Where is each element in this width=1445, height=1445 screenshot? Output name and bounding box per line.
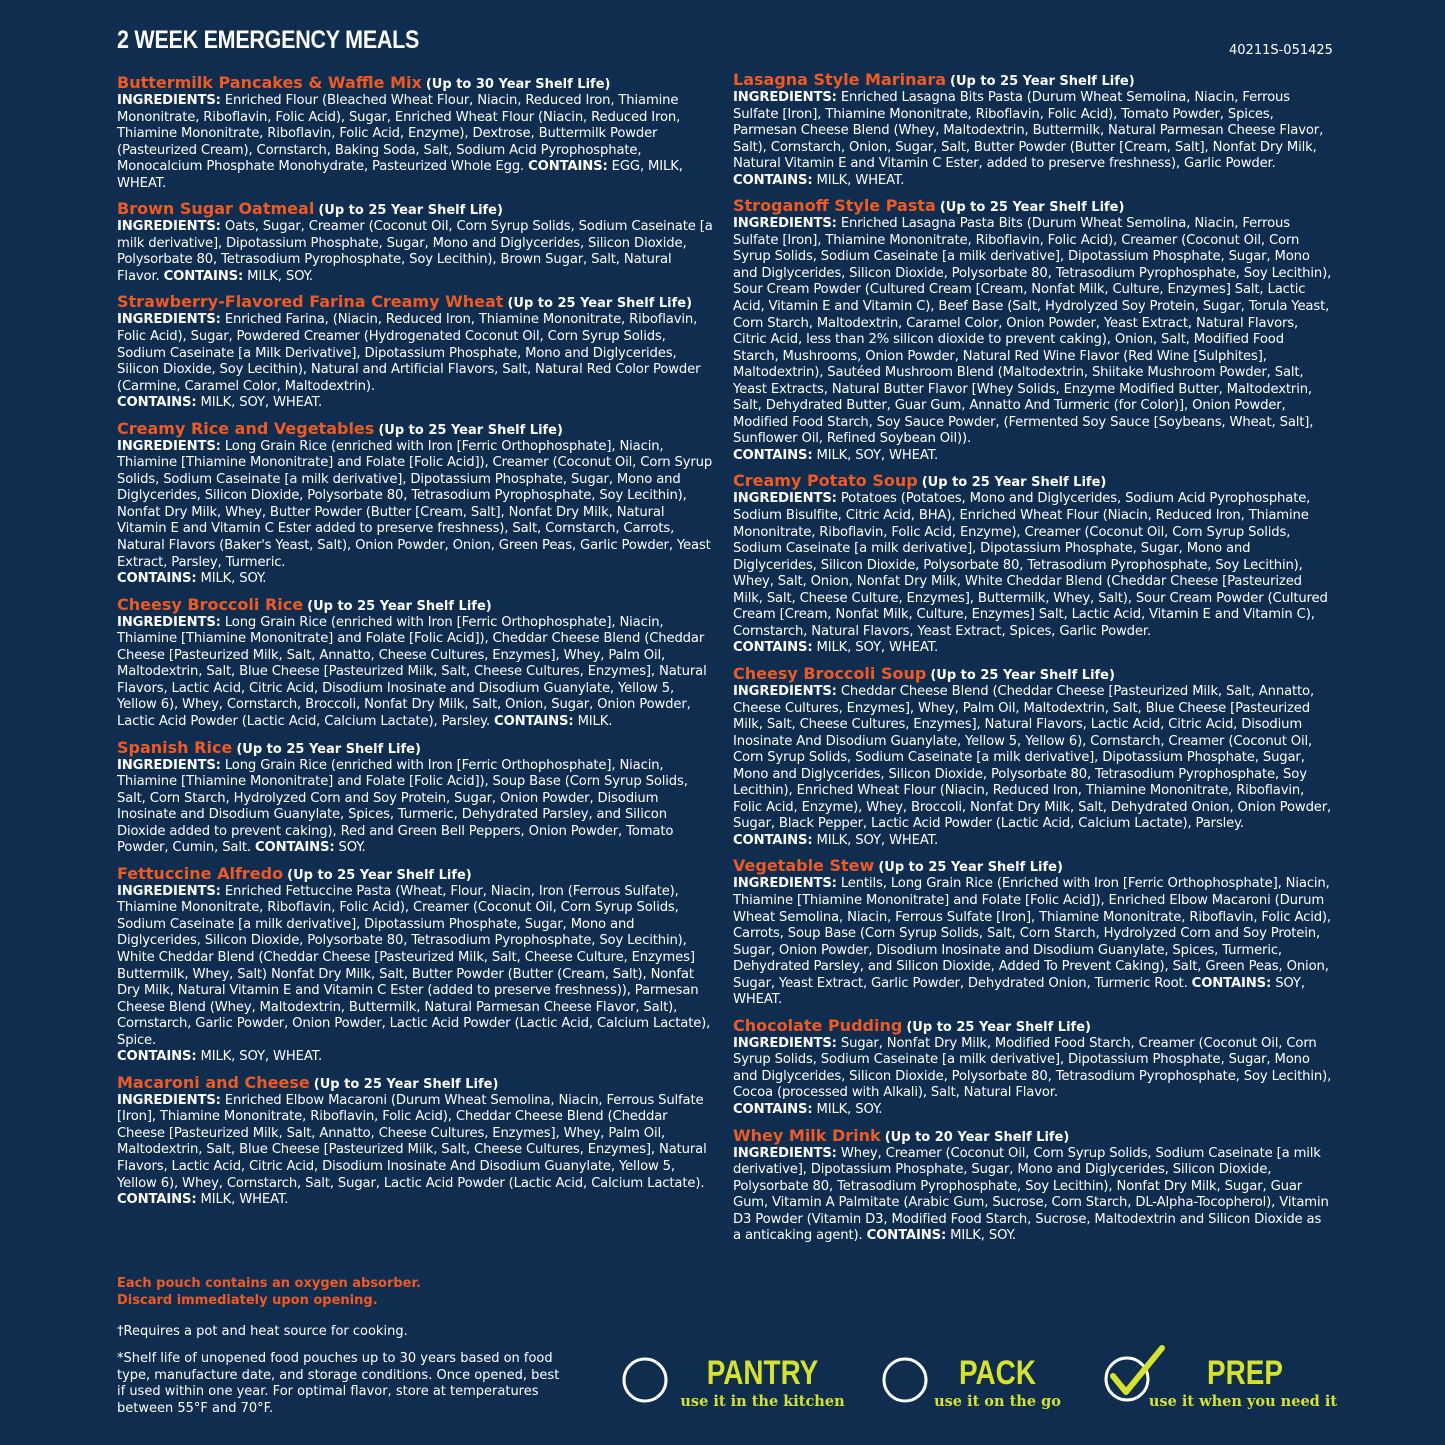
empty-circle-icon: [620, 1355, 672, 1407]
contains-label: CONTAINS:: [1191, 975, 1272, 991]
meal-name: Whey Milk Drink: [733, 1125, 881, 1145]
allergen-list: MILK, SOY.: [950, 1228, 1016, 1244]
meal-entry: [117, 292, 717, 411]
ingredients-text: [117, 93, 717, 192]
page-title: 2 WEEK EMERGENCY MEALS: [117, 26, 420, 54]
badge-pantry: [620, 1340, 850, 1420]
ingredients-text: [117, 884, 717, 1066]
badge-name: PREP: [1207, 1354, 1283, 1392]
shelf-life: (Up to 20 Year Shelf Life): [884, 1129, 1070, 1145]
meal-name: Macaroni and Cheese: [117, 1072, 310, 1092]
meals-column-left: [117, 73, 717, 1216]
contains-label: CONTAINS:: [494, 713, 574, 729]
meal-entry: [117, 419, 717, 588]
ingredients-list: Enriched Farina, (Niacin, Reduced Iron, Thiamine Mononitrate, Riboflavin, Folic Acid), Sugar, Powdered Creamer (Hydrogenated Coconut Oil, Corn Syrup Solids, Sodium Caseinate [a Milk Derivative], Dipotassium Phosphate, Mono and Diglycerides, Silicon Dioxide, Soy Lecithin), Natural and Artificial Flavors, Salt, Natural Red Color Powder (Carmine, Caramel Color, Maltodextrin).: [117, 312, 701, 394]
ingredients-list: Potatoes (Potatoes, Mono and Diglycerides, Sodium Acid Pyrophosphate, Sodium Bisulfite, Citric Acid, BHA), Enriched Wheat Flour (Niacin, Reduced Iron, Thiamine Mononitrate, Riboflavin, Folic Acid, Enzyme), Creamer (Coconut Oil, Corn Syrup Solids, Sodium Caseinate [a milk derivative], Dipotassium Phosphate, Sugar, Mono and Diglycerides, Silicon Dioxide, Polysorbate 80, Tetrasodium Pyrophosphate, Soy Lecithin), Whey, Salt, Onion, Nonfat Dry Milk, White Cheddar Blend (Cheddar Cheese [Pasteurized Milk, Salt, Cheese Culture, Enzymes], Buttermilk, Whey, Salt), Sour Cream Powder (Cultured Cream [Cream, Nonfat Milk, Culture, Enzymes] Salt, Lactic Acid, Vitamin E and Vitamin C), Cornstarch, Natural Flavors, Yeast Extract, Spices, Garlic Powder.: [733, 491, 1328, 639]
ingredients-label: INGREDIENTS:: [117, 438, 221, 454]
meal-name: Brown Sugar Oatmeal: [117, 199, 315, 219]
meal-entry: [117, 1073, 717, 1209]
meal-header: [117, 73, 717, 93]
meal-name: Buttermilk Pancakes & Waffle Mix: [117, 73, 422, 92]
meal-name: Cheesy Broccoli Soup: [733, 663, 927, 683]
ingredients-list: Long Grain Rice (enriched with Iron [Ferric Orthophosphate], Niacin, Thiamine [Thiamine Mononitrate] and Folate [Folic Acid]), Soup Base (Corn Syrup Solids, Salt, Corn Starch, Hydrolyzed Corn and Soy Protein, Sugar, Onion Powder, Disodium Inosinate and Disodium Guanylate, Spices, Turmeric, Dehydrated Parsley, and Silicon Dioxide added to prevent caking), Red and Green Bell Peppers, Onion Powder, Tomato Powder, Cumin, Salt.: [117, 757, 688, 856]
allergen-list: MILK, WHEAT.: [816, 172, 905, 188]
ingredients-label: INGREDIENTS:: [117, 219, 221, 235]
allergen-list: SOY.: [338, 840, 366, 856]
shelf-life: (Up to 25 Year Shelf Life): [378, 422, 563, 438]
allergen-list: MILK, WHEAT.: [200, 1192, 289, 1208]
product-code: 40211S-051425: [1229, 43, 1333, 58]
ingredients-list: Oats, Sugar, Creamer (Coconut Oil, Corn Syrup Solids, Sodium Caseinate [a milk derivative], Dipotassium Phosphate, Sugar, Mono and Diglycerides, Silicon Dioxide, Polysorbate 80, Tetrasodium Pyrophosphate, Soy Lecithin), Brown Sugar, Salt, Natural Flavor.: [117, 219, 713, 284]
meal-name: Vegetable Stew: [733, 856, 875, 876]
meal-entry: [733, 1016, 1333, 1119]
meal-header: [733, 664, 1333, 684]
ingredients-label: INGREDIENTS:: [733, 1035, 837, 1051]
shelf-life: (Up to 25 Year Shelf Life): [313, 1076, 499, 1092]
meal-entry: [117, 738, 717, 857]
ingredients-text: [117, 219, 717, 285]
ingredients-label: INGREDIENTS:: [117, 614, 221, 630]
ingredients-label: INGREDIENTS:: [117, 312, 221, 328]
allergen-list: MILK, SOY, WHEAT.: [200, 1049, 323, 1065]
meal-name: Strawberry-Flavored Farina Creamy Wheat: [117, 292, 504, 312]
ingredients-text: [733, 1146, 1333, 1245]
ingredients-text: [733, 90, 1333, 189]
meal-header: [117, 292, 717, 312]
ingredients-text: [733, 876, 1333, 1008]
meal-name: Creamy Rice and Vegetables: [117, 418, 375, 438]
contains-label: CONTAINS:: [117, 571, 197, 587]
shelf-life: (Up to 25 Year Shelf Life): [930, 667, 1115, 683]
meal-name: Lasagna Style Marinara: [733, 70, 946, 89]
contains-label: CONTAINS:: [733, 832, 813, 848]
meal-entry: [733, 196, 1333, 464]
contains-label: CONTAINS:: [733, 447, 813, 463]
badge-subtitle: use it when you need it: [1148, 1393, 1338, 1410]
meal-entry: [117, 199, 717, 285]
ingredients-text: [117, 439, 717, 588]
ingredients-text: [733, 684, 1333, 849]
ingredients-label: INGREDIENTS:: [733, 876, 837, 892]
meal-header: [117, 864, 717, 884]
badge-subtitle: use it on the go: [934, 1393, 1061, 1410]
ingredients-list: Sugar, Nonfat Dry Milk, Modified Food Starch, Creamer (Coconut Oil, Corn Syrup Solids, Sodium Caseinate [a milk derivative], Dipotassium Phosphate, Sugar, Mono and Diglycerides, Silicon Dioxide, Polysorbate 80, Tetrasodium Pyrophosphate, Soy Lecithin), Cocoa (processed with Alkali), Salt, Natural Flavor.: [733, 1035, 1332, 1101]
ingredients-list: Enriched Fettuccine Pasta (Wheat, Flour, Niacin, Iron (Ferrous Sulfate), Thiamine Mononitrate, Riboflavin, Folic Acid), Creamer (Coconut Oil, Corn Syrup Solids, Sodium Caseinate [a milk derivative], Dipotassium Phosphate, Sugar, Mono and Diglycerides, Silicon Dioxide, Polysorbate 80, Tetrasodium Pyrophosphate, Soy Lecithin), White Cheddar Blend (Cheddar Cheese [Pasteurized Milk, Salt, Cheese Culture, Enzymes] Buttermilk, Whey, Salt) Nonfat Dry Milk, Salt, Butter Powder (Butter (Cream, Salt), Nonfat Dry Milk, Natural Vitamin E and Vitamin C Ester (added to preserve freshness)), Parmesan Cheese Blend (Whey, Maltodextrin, Buttermilk, Natural Parmesan Cheese Flavor, Salt), Cornstarch, Garlic Powder, Onion Powder, Lactic Acid Powder (Lactic Acid, Calcium Lactate), Spice.: [117, 883, 711, 1048]
contains-label: CONTAINS:: [733, 640, 813, 656]
ingredients-list: Enriched Lasagna Pasta Bits (Durum Wheat Semolina, Niacin, Ferrous Sulfate [Iron], Thiamine Mononitrate, Riboflavin, Folic Acid), Creamer (Coconut Oil, Corn Syrup Solids, Sodium Caseinate [a milk derivative], Dipotassium Phosphate, Sugar, Mono and Diglycerides, Silicon Dioxide, Polysorbate 80, Tetrasodium Pyrophosphate, Soy Lecithin), Sour Cream Powder (Cultured Cream [Cream, Nonfat Milk, Culture, Enzymes] Salt, Lactic Acid, Vitamin E and Vitamin C), Beef Base (Salt, Hydrolyzed Soy Protein, Sugar, Torula Yeast, Corn Starch, Maltodextrin, Caramel Color, Onion Powder, Yeast Extract, Natural Flavors, Citric Acid, less than 2% silicon dioxide to prevent caking), Onion, Salt, Modified Food Starch, Mushrooms, Onion Powder, Natural Red Wine Flavor (Red Wine [Sulphites], Maltodextrin), Sautéed Mushroom Blend (Maltodextrin, Shiitake Mushroom Powder, Salt, Yeast Extracts, Natural Butter Flavor [Whey Solids, Enzyme Modified Butter, Maltodextrin, Salt, Dehydrated Butter, Guar Gum, Annatto And Turmeric (for Color)], Onion Powder, Modified Food Starch, Soy Sauce Powder, (Fermented Soy Sauce [Soybeans, Wheat, Salt], Sunflower Oil, Refined Soybean Oil)).: [733, 216, 1332, 447]
contains-label: CONTAINS:: [528, 159, 608, 175]
meal-name: Spanish Rice: [117, 737, 233, 757]
ingredients-text: [733, 1036, 1333, 1119]
allergen-list: MILK, SOY.: [816, 1101, 883, 1117]
allergen-list: SOY, WHEAT.: [733, 975, 1305, 1008]
shelf-life: (Up to 30 Year Shelf Life): [425, 77, 611, 92]
meals-column-right: [733, 70, 1333, 1252]
ingredients-list: Enriched Elbow Macaroni (Durum Wheat Semolina, Niacin, Ferrous Sulfate [Iron], Thiamine Mononitrate, Riboflavin, Folic Acid), Cheddar Cheese Blend (Cheddar Cheese [Pasteurized Milk, Salt, Annatto, Cheese Cultures, Enzymes], Whey, Palm Oil, Maltodextrin, Salt, Blue Cheese [Pasteurized Milk, Salt, Cheese Cultures, Enzymes], Natural Flavors, Lactic Acid, Citric Acid, Disodium Inosinate And Disodium Guanylate, Yellow 5, Yellow 6), Whey, Cornstarch, Salt, Sugar, Lactic Acid Powder (Lactic Acid, Calcium Lactate).: [117, 1092, 707, 1191]
badge-subtitle: use it in the kitchen: [680, 1393, 845, 1410]
allergen-list: MILK, SOY.: [247, 268, 313, 284]
contains-label: CONTAINS:: [866, 1228, 947, 1244]
meal-header: [733, 1126, 1333, 1146]
badge-prep: [1100, 1340, 1340, 1420]
meal-entry: [117, 595, 717, 731]
meal-entry: [117, 73, 717, 192]
shelf-life: (Up to 25 Year Shelf Life): [287, 867, 472, 883]
meal-entry: [733, 856, 1333, 1008]
ingredients-list: Enriched Flour (Bleached Wheat Flour, Niacin, Reduced Iron, Thiamine Mononitrate, Riboflavin, Folic Acid), Sugar, Enriched Wheat Flour (Niacin, Reduced Iron, Thiamine Mononitrate, Riboflavin, Folic Acid, Enzyme), Dextrose, Buttermilk Powder (Pasteurized Cream), Cornstarch, Baking Soda, Salt, Sodium Acid Pyrophosphate, Monocalcium Phosphate Monohydrate, Pasteurized Whole Egg.: [117, 93, 681, 175]
meal-entry: [733, 664, 1333, 849]
meal-name: Fettuccine Alfredo: [117, 863, 284, 883]
meal-entry: [733, 70, 1333, 189]
contains-label: CONTAINS:: [117, 395, 197, 411]
badge-name: PACK: [959, 1354, 1036, 1392]
ingredients-label: INGREDIENTS:: [117, 93, 221, 108]
ingredients-label: INGREDIENTS:: [733, 216, 837, 232]
shelf-life: (Up to 25 Year Shelf Life): [307, 598, 492, 614]
meal-name: Creamy Potato Soup: [733, 471, 918, 491]
meal-name: Cheesy Broccoli Rice: [117, 594, 304, 614]
meal-entry: [117, 864, 717, 1066]
ingredients-label: INGREDIENTS:: [733, 90, 837, 105]
shelf-life: (Up to 25 Year Shelf Life): [921, 475, 1107, 491]
meal-name: Chocolate Pudding: [733, 1015, 903, 1035]
meal-header: [117, 419, 717, 439]
meal-header: [733, 856, 1333, 876]
shelf-life: (Up to 25 Year Shelf Life): [507, 296, 693, 312]
meal-header: [117, 595, 717, 615]
allergen-list: MILK, SOY, WHEAT.: [200, 395, 323, 411]
contains-label: CONTAINS:: [733, 172, 813, 188]
oxygen-absorber-warning: [117, 1276, 637, 1309]
meal-entry: [733, 471, 1333, 656]
shelf-life: (Up to 25 Year Shelf Life): [950, 74, 1135, 89]
ingredients-text: [117, 758, 717, 857]
ingredients-list: Long Grain Rice (enriched with Iron [Ferric Orthophosphate], Niacin, Thiamine [Thiamine Mononitrate] and Folate [Folic Acid]), Creamer (Coconut Oil, Corn Syrup Solids, Sodium Caseinate [a milk derivative], Dipotassium Phosphate, Sugar, Mono and Diglycerides, Silicon Dioxide, Polysorbate 80, Tetrasodium Pyrophosphate, Soy Lecithin), Nonfat Dry Milk, Whey, Butter Powder (Butter [Cream, Salt], Nonfat Dry Milk, Natural Vitamin E and Vitamin C Ester added to preserve freshness), Salt, Cornstarch, Carrots, Natural Flavors (Baker's Yeast, Salt), Onion Powder, Onion, Green Peas, Garlic Powder, Yeast Extract, Parsley, Turmeric.: [117, 438, 713, 570]
ingredients-list: Lentils, Long Grain Rice (Enriched with Iron [Ferric Orthophosphate], Niacin, Thiamine [Thiamine Mononitrate] and Folate [Folic Acid]), Enriched Elbow Macaroni (Durum Wheat Semolina, Niacin, Ferrous Sulfate [Iron], Thiamine Mononitrate, Riboflavin, Folic Acid), Carrots, Soup Base (Corn Syrup Solids, Salt, Corn Starch, Hydrolyzed Corn and Soy Protein, Sugar, Onion Powder, Disodium Inosinate and Disodium Guanylate, Spices, Turmeric, Dehydrated Parsley, and Silicon Dioxide, Added To Prevent Caking), Salt, Green Peas, Onion, Sugar, Yeast Extract, Garlic Powder, Dehydrated Onion, Turmeric Root.: [733, 876, 1331, 991]
allergen-list: MILK.: [577, 713, 613, 729]
allergen-list: MILK, SOY.: [200, 571, 267, 587]
meal-header: [733, 1016, 1333, 1036]
contains-label: CONTAINS:: [163, 268, 244, 284]
allergen-list: MILK, SOY, WHEAT.: [816, 832, 939, 848]
ingredients-text: [733, 216, 1333, 464]
meal-entry: [733, 1126, 1333, 1245]
ingredients-label: INGREDIENTS:: [117, 1092, 221, 1108]
allergen-list: MILK, SOY, WHEAT.: [816, 640, 939, 656]
ingredients-list: Enriched Lasagna Bits Pasta (Durum Wheat Semolina, Niacin, Ferrous Sulfate [Iron], Thiamine Mononitrate, Riboflavin, Folic Acid), Tomato Powder, Spices, Parmesan Cheese Blend (Whey, Maltodextrin, Buttermilk, Natural Parmesan Cheese Flavor, Salt), Cornstarch, Onion, Sugar, Salt, Butter Powder (Butter [Cream, Salt], Nonfat Dry Milk, Natural Vitamin E and Vitamin C Ester, added to preserve freshness), Garlic Powder.: [733, 90, 1324, 172]
badge-name: PANTRY: [706, 1354, 819, 1392]
ingredients-label: INGREDIENTS:: [733, 491, 837, 507]
contains-label: CONTAINS:: [254, 840, 335, 856]
ingredients-label: INGREDIENTS:: [733, 683, 837, 699]
warning-line: Each pouch contains an oxygen absorber.: [117, 1276, 421, 1291]
meal-header: [733, 471, 1333, 491]
ingredients-text: [733, 491, 1333, 656]
meal-header: [733, 70, 1333, 90]
shelf-life: (Up to 25 Year Shelf Life): [906, 1019, 1091, 1035]
warning-line: Discard immediately upon opening.: [117, 1292, 378, 1308]
ingredients-text: [117, 1093, 717, 1209]
ingredients-label: INGREDIENTS:: [117, 883, 221, 899]
ingredients-list: Cheddar Cheese Blend (Cheddar Cheese [Pasteurized Milk, Salt, Annatto, Cheese Cultures, Enzymes], Whey, Palm Oil, Maltodextrin, Salt, Blue Cheese [Pasteurized Milk, Salt, Cheese Cultures, Enzymes], Natural Flavors, Lactic Acid, Citric Acid, Disodium Inosinate And Disodium Guanylate, Yellow 5, Yellow 6), Cornstarch, Creamer (Coconut Oil, Corn Syrup Solids, Sodium Caseinate [a milk derivative], Dipotassium Phosphate, Sugar, Mono and Diglycerides, Silicon Dioxide, Polysorbate 80, Tetrasodium Pyrophosphate, Soy Lecithin), Enriched Wheat Flour (Niacin, Reduced Iron, Thiamine Mononitrate, Riboflavin, Folic Acid, Enzyme), Whey, Broccoli, Nonfat Dry Milk, Salt, Dehydrated Onion, Onion Powder, Sugar, Black Pepper, Lactic Acid Powder (Lactic Acid, Calcium Lactate), Parsley.: [733, 683, 1332, 832]
shelf-life: (Up to 25 Year Shelf Life): [878, 860, 1063, 876]
empty-circle-icon: [880, 1355, 932, 1407]
ingredients-list: Whey, Creamer (Coconut Oil, Corn Syrup Solids, Sodium Caseinate [a milk derivative], Dipotassium Phosphate, Sugar, Mono and Diglycerides, Silicon Dioxide, Polysorbate 80, Tetrasodium Pyrophosphate, Soy Lecithin), Nonfat Dry Milk, Sugar, Guar Gum, Vitamin A Palmitate (Arabic Gum, Sucrose, Corn Starch, DL-Alpha-Tocopherol), Vitamin D3 Powder (Vitamin D3, Modified Food Starch, Sucrose, Maltodextrin and Silicon Dioxide as a anticaking agent).: [733, 1145, 1329, 1244]
shelf-life: (Up to 25 Year Shelf Life): [318, 203, 503, 219]
contains-label: CONTAINS:: [117, 1192, 197, 1208]
ingredients-text: [117, 312, 717, 411]
meal-name: Stroganoff Style Pasta: [733, 196, 936, 216]
contains-label: CONTAINS:: [733, 1101, 813, 1117]
ingredients-list: Long Grain Rice (enriched with Iron [Ferric Orthophosphate], Niacin, Thiamine [Thiamine Mononitrate] and Folate [Folic Acid]), Cheddar Cheese Blend (Cheddar Cheese [Pasteurized Milk, Salt, Annatto, Cheese Cultures, Enzymes], Whey, Palm Oil, Maltodextrin, Salt, Blue Cheese [Pasteurized Milk, Salt, Cheese Cultures, Enzymes], Natural Flavors, Lactic Acid, Citric Acid, Disodium Inosinate and Disodium Guanylate, Yellow 5, Yellow 6), Whey, Cornstarch, Broccoli, Nonfat Dry Milk, Salt, Onion, Sugar, Onion Powder, Lactic Acid Powder (Lactic Acid, Calcium Lactate), Parsley.: [117, 614, 707, 729]
ingredients-label: INGREDIENTS:: [117, 757, 221, 773]
allergen-list: MILK, SOY, WHEAT.: [816, 447, 939, 463]
badge-pack: [880, 1340, 1070, 1420]
ingredients-text: [117, 615, 717, 731]
meal-header: [117, 1073, 717, 1093]
cooking-footnote: †Requires a pot and heat source for cooking.: [117, 1324, 408, 1339]
shelf-life-footnote: *Shelf life of unopened food pouches up to 30 years based on food type, manufacture date, and storage conditions. Once opened, best if used within one year. For optimal flavor, store at temperatures between 55°F and 70°F.: [117, 1351, 560, 1416]
meal-header: [117, 738, 717, 758]
contains-label: CONTAINS:: [117, 1049, 197, 1065]
meal-header: [733, 196, 1333, 216]
ingredients-label: INGREDIENTS:: [733, 1145, 837, 1161]
meal-header: [117, 199, 717, 219]
shelf-life: (Up to 25 Year Shelf Life): [236, 741, 421, 757]
shelf-life: (Up to 25 Year Shelf Life): [939, 200, 1125, 216]
allergen-list: EGG, MILK, WHEAT.: [117, 159, 683, 191]
